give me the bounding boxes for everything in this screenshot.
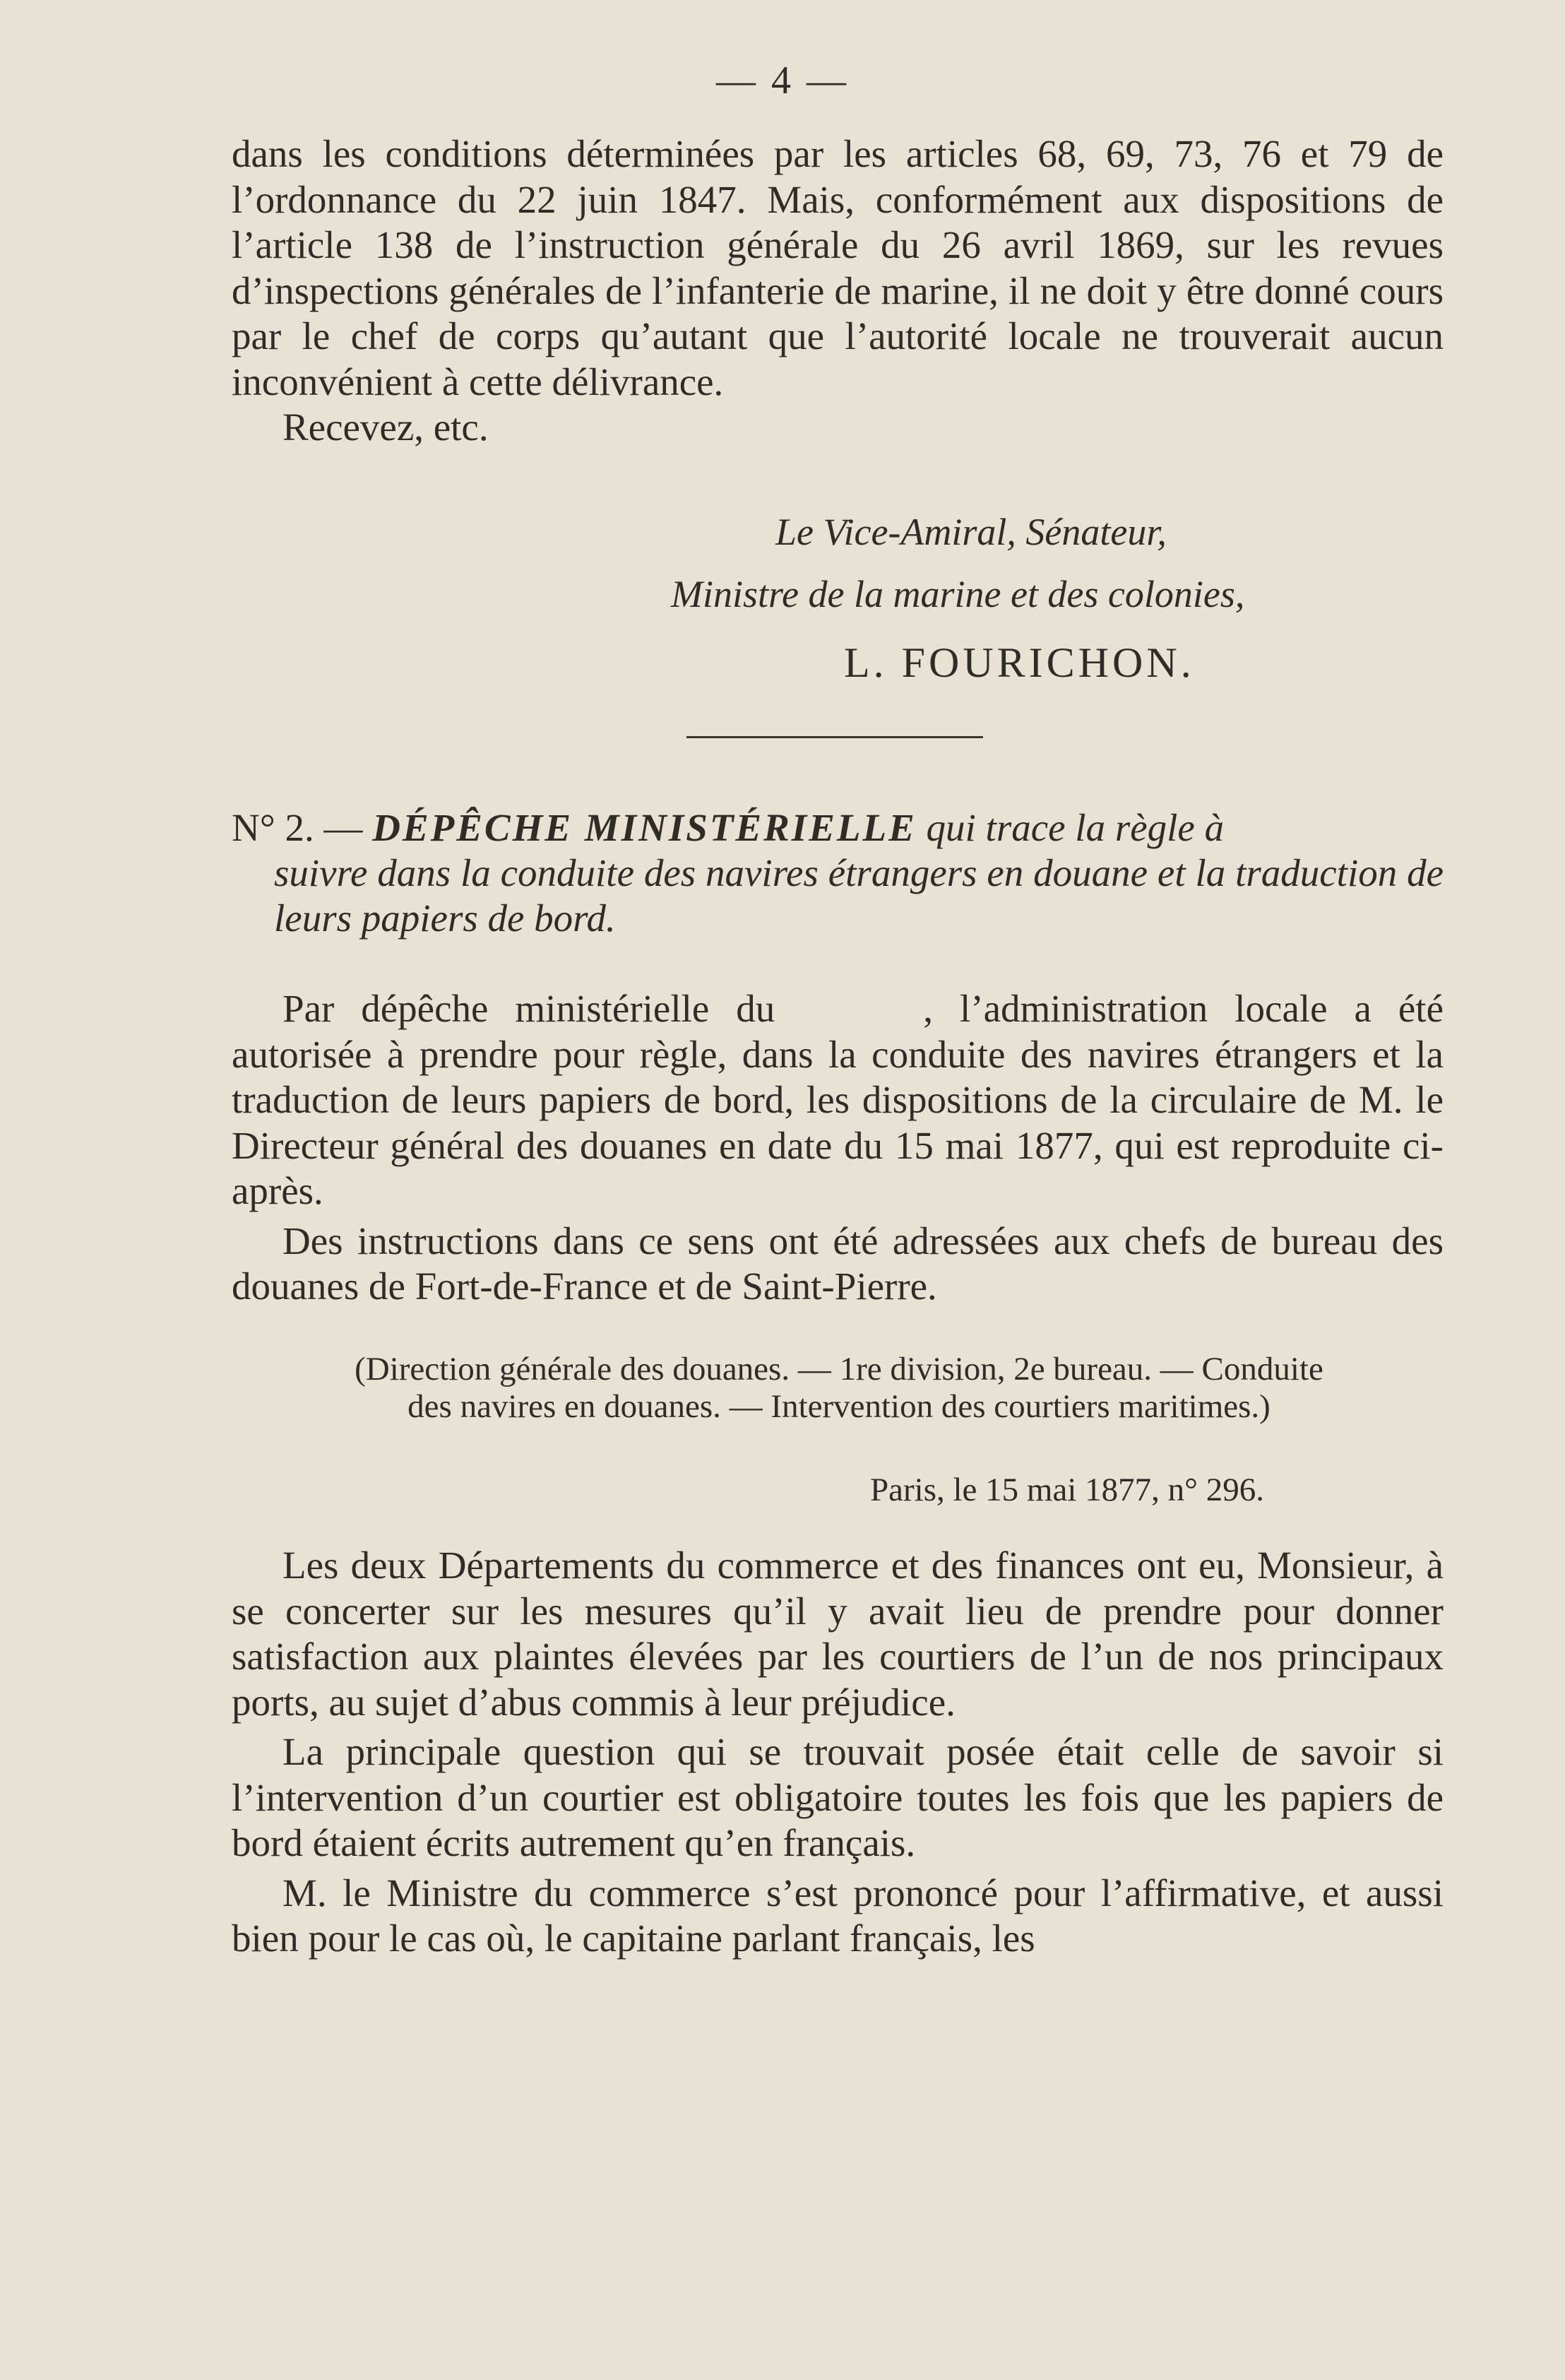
paragraph-1 (232, 986, 1444, 1214)
section-title-first: qui trace la règle à (926, 806, 1225, 849)
signature-name: L. FOURICHON. (844, 639, 1195, 686)
section-heading (232, 805, 1444, 941)
paragraph-1-rest: , l’administration locale a été autorisée à prendre pour règle, dans la conduite des navires étrangers et la traduction de leurs papiers de bord, les dispositions de la circulaire de M. le Directeur général des douanes en date du 15 mai 1877, qui est reproduite ci-après. (232, 987, 1444, 1212)
paragraph-2: Des instructions dans ce sens ont été adressées aux chefs de bureau des douanes de Fort-de-France et de Saint-Pierre. (232, 1219, 1444, 1308)
section-title-caps: DÉPÊCHE MINISTÉRIELLE (372, 806, 917, 849)
paragraph-1-start: Par dépêche ministérielle du (282, 987, 775, 1030)
circular-body-block (232, 1543, 1444, 1962)
paragraph-4: La principale question qui se trouvait posée était celle de savoir si l’intervention d’un courtier est obligatoire toutes les fois que les papiers de bord étaient écrits autrement qu’en français. (232, 1730, 1444, 1864)
signature-title: Le Vice-Amiral, Sénateur, (775, 511, 1167, 553)
closing-line: Recevez, etc. (282, 405, 489, 449)
paragraph-5: M. le Ministre du commerce s’est prononcé pour l’affirmative, et aussi bien pour le cas où, le capitaine parlant français, les (232, 1871, 1444, 1960)
section-body-block (232, 986, 1444, 1310)
place-date: Paris, le 15 mai 1877, n° 296. (870, 1472, 1264, 1508)
signature-ministry: Ministre de la marine et des colonies, (671, 573, 1245, 615)
direction-line-2: des navires en douanes. — Intervention des courtiers maritimes.) (407, 1388, 1271, 1425)
section-title-rest: suivre dans la conduite des navires étrangers en douane et la traduction de leurs papiers de bord. (274, 851, 1444, 940)
direction-reference (233, 1351, 1445, 1426)
section-divider (686, 736, 983, 738)
intro-paragraph: dans les conditions déterminées par les articles 68, 69, 73, 76 et 79 de l’ordonnance du 22 juin 1847. Mais, conformément aux dispositions de l’article 138 de l’instruction générale du 26 avril 1869, sur les revues d’inspections générales de l’infanterie de marine, il ne doit y être donné cours par le chef de corps qu’autant que l’autorité locale ne trouverait aucun inconvénient à cette délivrance. (232, 132, 1444, 403)
page-number: — 4 — (716, 59, 849, 102)
direction-line-1: (Direction générale des douanes. — 1re division, 2e bureau. — Conduite (355, 1351, 1323, 1387)
paragraph-3: Les deux Départements du commerce et des finances ont eu, Monsieur, à se concerter sur les mesures qu’il y avait lieu de prendre pour donner satisfaction aux plaintes élevées par les courtiers de l’un de nos principaux ports, au sujet d’abus commis à leur préjudice. (232, 1544, 1444, 1724)
section-number: N° 2. — (232, 806, 363, 849)
intro-paragraph-block (232, 131, 1444, 451)
